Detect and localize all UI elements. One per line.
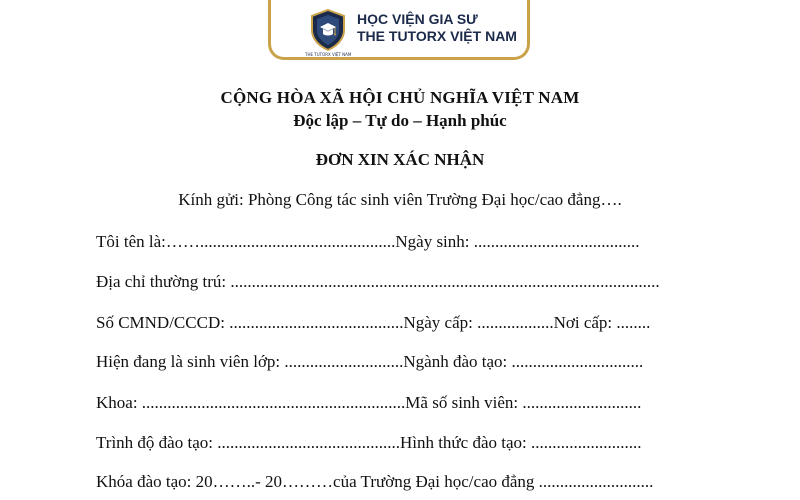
form-line-full-name: Tôi tên là:……..............................................Ngày sinh: ....................................... <box>96 232 640 251</box>
form-line-training-level: Trình độ đào tạo: ...........................................Hình thức đào tạo: .......................... <box>96 433 642 452</box>
form-line-class: Hiện đang là sinh viên lớp: ............................Ngành đào tạo: ............................... <box>96 352 644 371</box>
form-line-course: Khóa đào tạo: 20……..- 20………của Trường Đại học/cao đẳng ........................... <box>96 472 654 491</box>
brand-line-1: HỌC VIỆN GIA SƯ <box>357 11 478 27</box>
brand-line-2: THE TUTORX VIỆT NAM <box>357 28 517 44</box>
brand-name <box>357 11 517 45</box>
form-line-address: Địa chỉ thường trú: ..................................................................................................... <box>96 272 660 291</box>
form-title: ĐƠN XIN XÁC NHẬN <box>315 150 485 169</box>
motto-heading: Độc lập – Tự do – Hạnh phúc <box>293 111 507 130</box>
form-line-id-number: Số CMND/CCCD: .........................................Ngày cấp: ..................Nơi cấp: ........ <box>96 313 651 332</box>
logo-caption: THE TUTORX VIỆT NAM <box>305 52 352 57</box>
shield-logo-graphic <box>307 8 349 52</box>
recipient-line: Kính gửi: Phòng Công tác sinh viên Trường Đại học/cao đẳng…. <box>178 190 622 209</box>
shield-logo-icon <box>305 8 352 57</box>
country-heading: CỘNG HÒA XÃ HỘI CHỦ NGHĨA VIỆT NAM <box>220 88 580 107</box>
brand-banner <box>268 0 530 60</box>
form-line-faculty: Khoa: ..............................................................Mã số sinh viên: ............................ <box>96 393 642 412</box>
